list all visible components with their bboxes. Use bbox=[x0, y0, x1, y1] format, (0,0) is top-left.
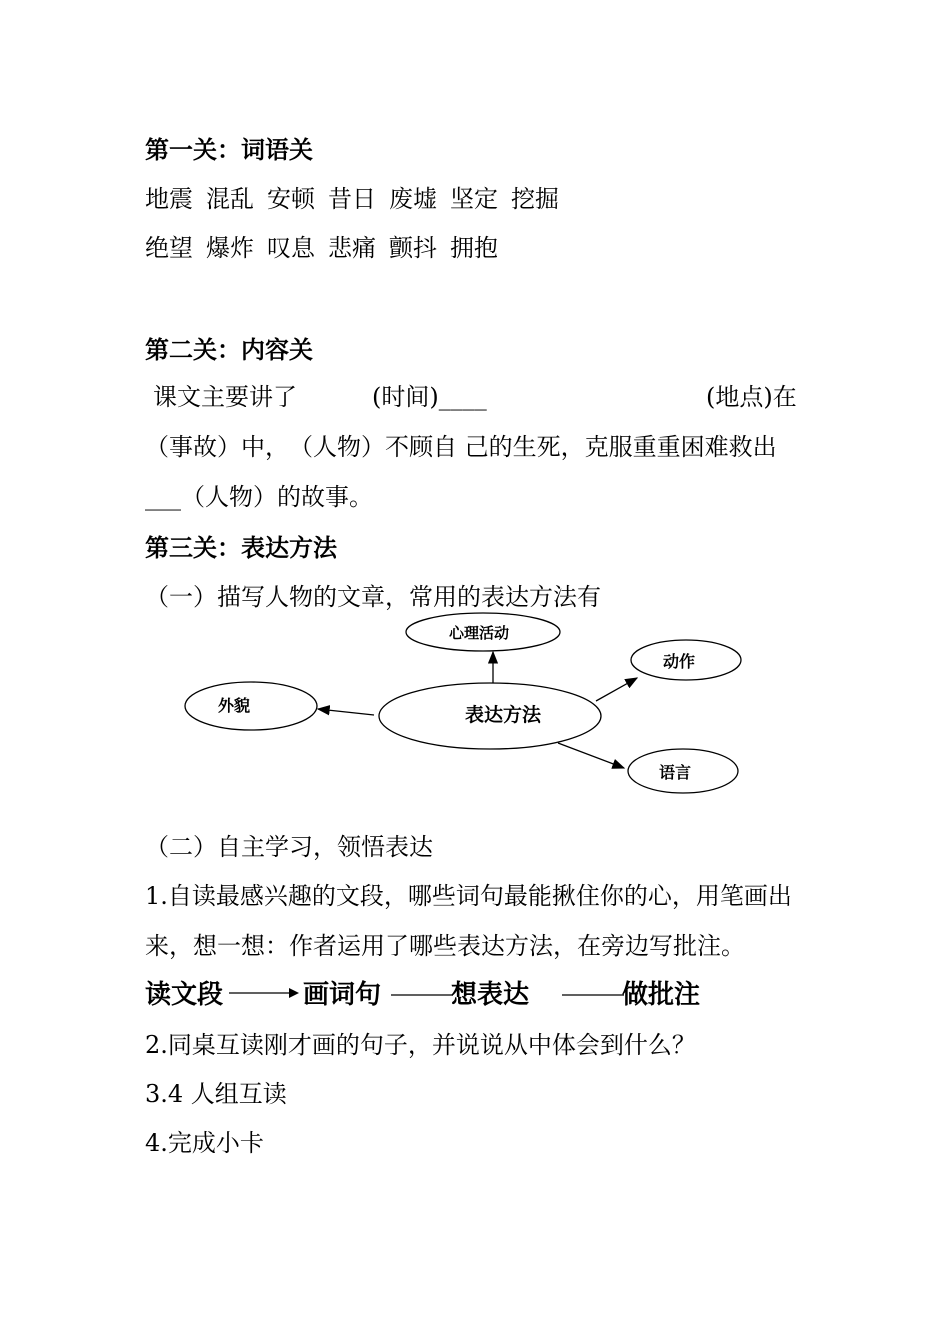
subheading-2: （二）自主学习，领悟表达 bbox=[145, 833, 433, 861]
task-1-line-1: 1.自读最感兴趣的文段，哪些词句最能揪住你的心，用笔画出 bbox=[145, 882, 792, 910]
right-top-node-label: 动作 bbox=[662, 652, 696, 671]
reading-steps-flow bbox=[145, 980, 845, 1014]
section2-title: 第二关：内容关 bbox=[145, 336, 313, 364]
content-line-2: （事故）中， （人物）不顾自 己的生死，克服重重困难救出 bbox=[145, 433, 777, 461]
methods-diagram bbox=[0, 600, 950, 820]
vocab-word: 绝望 bbox=[145, 234, 193, 262]
arrow-to-right-top bbox=[596, 678, 637, 701]
blank: ___ bbox=[145, 483, 181, 511]
flow-step: 画词句 bbox=[303, 980, 382, 1010]
flow-step: 读文段 bbox=[145, 980, 224, 1010]
vocab-word: 废墟 bbox=[389, 185, 437, 213]
vocab-row-2 bbox=[145, 233, 511, 263]
right-bottom-node-label: 语言 bbox=[658, 763, 692, 782]
left-node-label: 外貌 bbox=[217, 696, 251, 715]
left-node bbox=[185, 682, 317, 730]
arrow-to-right-bottom bbox=[558, 743, 624, 768]
vocab-word: 颤抖 bbox=[389, 234, 437, 262]
content-line-1b: (时间)____ bbox=[372, 383, 487, 411]
flow-arrow bbox=[229, 986, 301, 1000]
vocab-word: 地震 bbox=[145, 185, 193, 213]
vocab-word: 拥抱 bbox=[450, 234, 498, 262]
content-line-1c: (地点)在 bbox=[706, 383, 797, 411]
top-node-label: 心理活动 bbox=[448, 624, 510, 642]
section1-title: 第一关：词语关 bbox=[145, 136, 313, 164]
flow-step: 想表达 bbox=[451, 980, 530, 1010]
vocab-word: 爆炸 bbox=[206, 234, 254, 262]
flow-connector bbox=[562, 992, 626, 998]
vocab-word: 坚定 bbox=[450, 185, 498, 213]
vocab-word: 混乱 bbox=[206, 185, 254, 213]
subheading-1: （一）描写人物的文章，常用的表达方法有 bbox=[145, 583, 601, 611]
content-line-3-text: （人物）的故事。 bbox=[181, 483, 373, 511]
arrow-to-left bbox=[318, 709, 374, 715]
vocab-row-1 bbox=[145, 184, 572, 214]
vocab-word: 叹息 bbox=[267, 234, 315, 262]
task-4: 4.完成小卡 bbox=[145, 1129, 264, 1157]
flow-connector bbox=[391, 992, 455, 998]
content-line-3 bbox=[145, 482, 373, 512]
flow-step: 做批注 bbox=[622, 980, 701, 1010]
vocab-word: 挖掘 bbox=[511, 185, 559, 213]
section3-title: 第三关：表达方法 bbox=[145, 534, 337, 562]
task-2: 2.同桌互读刚才画的句子，并说说从中体会到什么？ bbox=[145, 1031, 696, 1059]
content-line-1a: 课文主要讲了 bbox=[153, 383, 297, 411]
task-3: 3.4 人组互读 bbox=[145, 1080, 287, 1108]
task-1-line-2: 来，想一想：作者运用了哪些表达方法，在旁边写批注。 bbox=[145, 932, 745, 960]
vocab-word: 昔日 bbox=[328, 185, 376, 213]
vocab-word: 安顿 bbox=[267, 185, 315, 213]
vocab-word: 悲痛 bbox=[328, 234, 376, 262]
center-node-label: 表达方法 bbox=[464, 704, 542, 726]
